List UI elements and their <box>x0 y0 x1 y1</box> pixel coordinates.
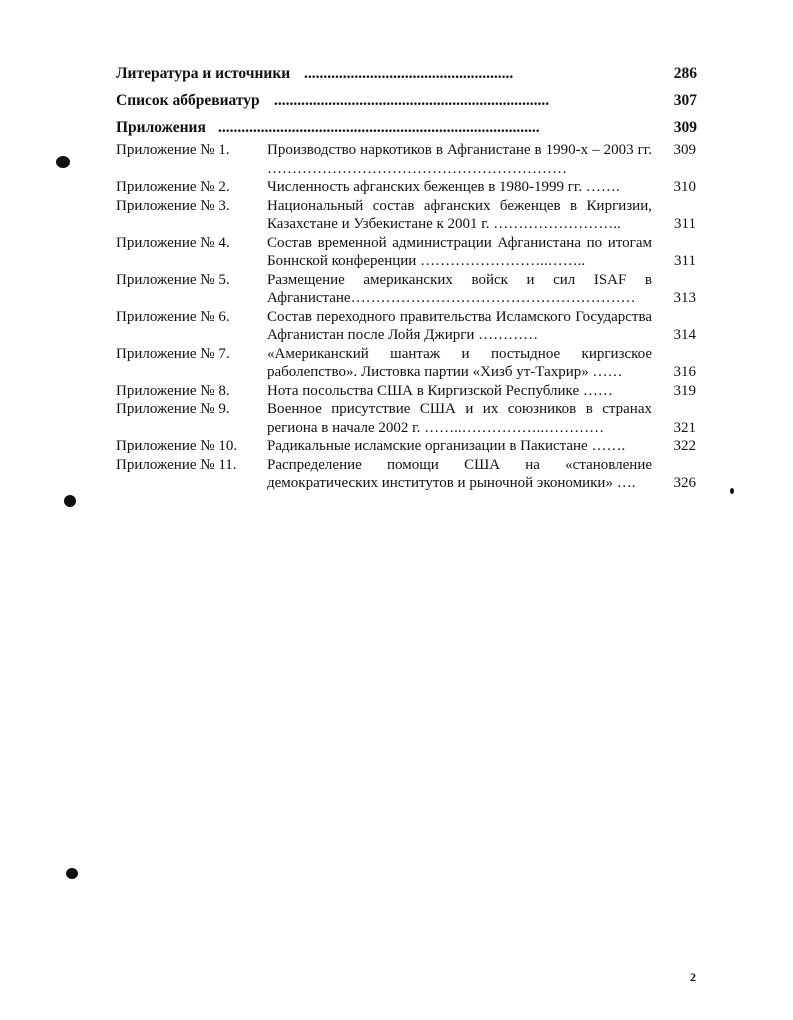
toc-appendix-row <box>116 437 700 456</box>
section-page: 307 <box>673 92 697 109</box>
table-of-contents <box>116 60 700 493</box>
appendix-page: 321 <box>673 419 696 436</box>
scan-blot <box>64 495 76 507</box>
scan-blot <box>56 156 70 168</box>
appendix-page: 309 <box>673 142 696 158</box>
toc-appendix-row <box>116 382 700 401</box>
appendix-label: Приложение № 6. <box>116 308 230 325</box>
appendix-page: 311 <box>674 216 696 232</box>
appendix-title: Национальный состав афганских беженцев в Киргизии, Казахстане и Узбекистане к 2001 г. …………………….. <box>267 197 652 232</box>
toc-appendix-row <box>116 141 700 178</box>
scan-blot <box>730 488 734 494</box>
page-number: 2 <box>690 970 696 984</box>
toc-appendix-row <box>116 178 700 197</box>
appendix-label: Приложение № 8. <box>116 382 230 399</box>
dot-leader: ................................................................................... <box>218 119 540 136</box>
appendix-label: Приложение № 3. <box>116 197 230 214</box>
appendix-page: 314 <box>673 327 696 343</box>
appendix-label: Приложение № 1. <box>116 142 230 158</box>
appendix-label: Приложение № 9. <box>116 401 230 417</box>
appendix-page: 326 <box>673 475 696 491</box>
appendix-page: 316 <box>673 364 696 380</box>
appendix-title: Состав временной администрации Афганистана по итогам Боннской конференции ……………………..…….. <box>267 234 652 269</box>
appendix-label: Приложение № 2. <box>116 179 230 195</box>
section-title: Приложения <box>116 119 206 136</box>
appendix-title: Производство наркотиков в Афганистане в 1990-х – 2003 гг. …………………………………………………… <box>267 142 652 177</box>
appendix-title: Распределение помощи США на «становление демократических институтов и рыночной экономики» …. <box>267 456 652 491</box>
section-page: 286 <box>673 65 697 82</box>
scan-blot <box>66 868 78 879</box>
appendix-label: Приложение № 10. <box>116 438 238 454</box>
appendix-title: Радикальные исламские организации в Пакистане ……. <box>267 438 626 454</box>
toc-appendix-row <box>116 345 700 382</box>
appendix-label: Приложение № 11. <box>116 456 237 473</box>
toc-section-abbreviations <box>116 87 700 114</box>
appendix-label: Приложение № 7. <box>116 345 230 362</box>
appendix-label: Приложение № 4. <box>116 234 230 251</box>
appendix-title: Нота посольства США в Киргизской Республике …… <box>267 382 613 399</box>
appendix-page: 311 <box>674 253 696 269</box>
appendix-title: «Американский шантаж и постыдное киргизское раболепство». Листовка партии «Хизб ут-Тахрир» …… <box>267 345 652 380</box>
toc-appendix-row <box>116 400 700 437</box>
dot-leader: ...................................................... <box>304 65 514 82</box>
appendix-title: Состав переходного правительства Исламского Государства Афганистан после Лойя Джирги ………… <box>267 308 652 343</box>
section-page: 309 <box>673 119 697 136</box>
dot-leader: ....................................................................... <box>274 92 550 109</box>
toc-appendix-row <box>116 197 700 234</box>
toc-appendix-row <box>116 308 700 345</box>
appendix-page: 310 <box>673 179 696 195</box>
section-title: Литература и источники <box>116 65 291 82</box>
appendix-title: Размещение американских войск и сил ISAF в Афганистане………………………………………………… <box>267 271 652 306</box>
toc-section-appendices <box>116 114 700 141</box>
toc-appendix-row <box>116 271 700 308</box>
appendix-title: Военное присутствие США и их союзников в странах региона в начале 2002 г. ……..……………..………… <box>267 401 652 436</box>
appendix-page: 322 <box>673 438 696 454</box>
appendix-label: Приложение № 5. <box>116 271 230 288</box>
toc-section-literature <box>116 60 700 87</box>
toc-appendix-row <box>116 234 700 271</box>
appendix-page: 319 <box>673 382 696 399</box>
section-title: Список аббревиатур <box>116 92 260 109</box>
toc-appendix-row <box>116 456 700 493</box>
appendix-title: Численность афганских беженцев в 1980-1999 гг. ……. <box>267 179 620 195</box>
appendix-page: 313 <box>673 290 696 306</box>
